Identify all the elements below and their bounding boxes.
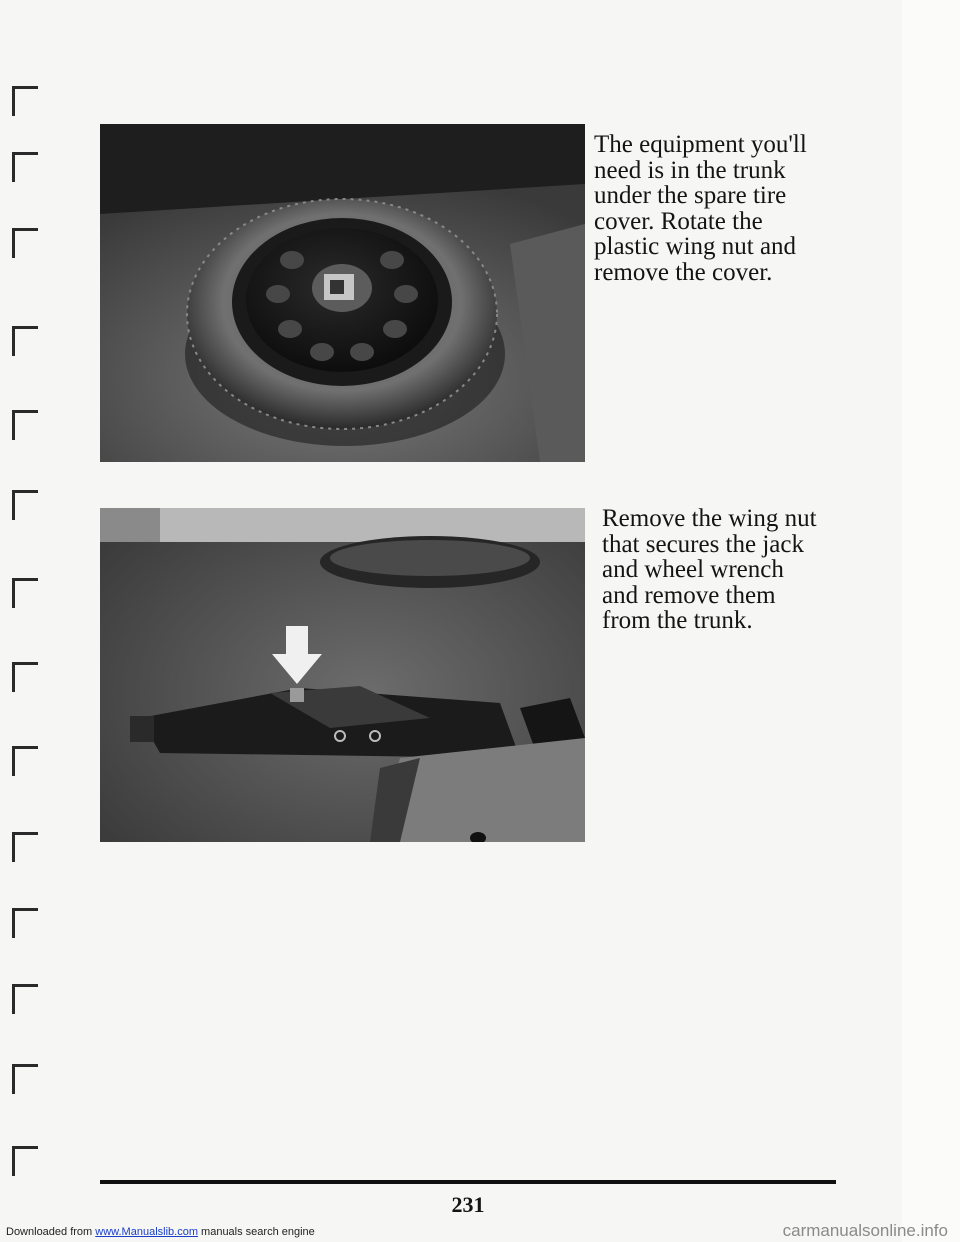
watermark: carmanualsonline.info — [782, 1221, 948, 1240]
margin-tick — [12, 228, 38, 258]
margin-tick — [12, 578, 38, 608]
download-prefix: Downloaded from — [6, 1226, 96, 1238]
margin-tick — [12, 152, 38, 182]
page-edge — [902, 0, 960, 1242]
margin-tick — [12, 410, 38, 440]
download-notice — [6, 1226, 315, 1238]
footer-rule — [100, 1180, 836, 1184]
spare-tire-in-trunk-photo — [100, 124, 585, 462]
margin-tick — [12, 1064, 38, 1094]
margin-tick — [12, 746, 38, 776]
jack-and-wheel-wrench-photo — [100, 508, 585, 842]
manualslib-link[interactable]: www.Manualslib.com — [95, 1226, 198, 1238]
page-number: 231 — [451, 1192, 485, 1217]
margin-tick — [12, 908, 38, 938]
figure-caption-spare-tire: The equipment you'll need is in the trunk under the spare tire cover. Rotate the plastic wing nut and remove the cover. — [594, 131, 807, 286]
margin-tick — [12, 326, 38, 356]
download-suffix: manuals search engine — [197, 1226, 315, 1238]
margin-tick — [12, 984, 38, 1014]
margin-tick — [12, 86, 38, 116]
figure-caption-jack: Remove the wing nut that secures the jack and wheel wrench and remove them from the trunk. — [602, 505, 817, 634]
margin-tick — [12, 662, 38, 692]
margin-tick — [12, 490, 38, 520]
margin-tick — [12, 832, 38, 862]
margin-tick — [12, 1146, 38, 1176]
